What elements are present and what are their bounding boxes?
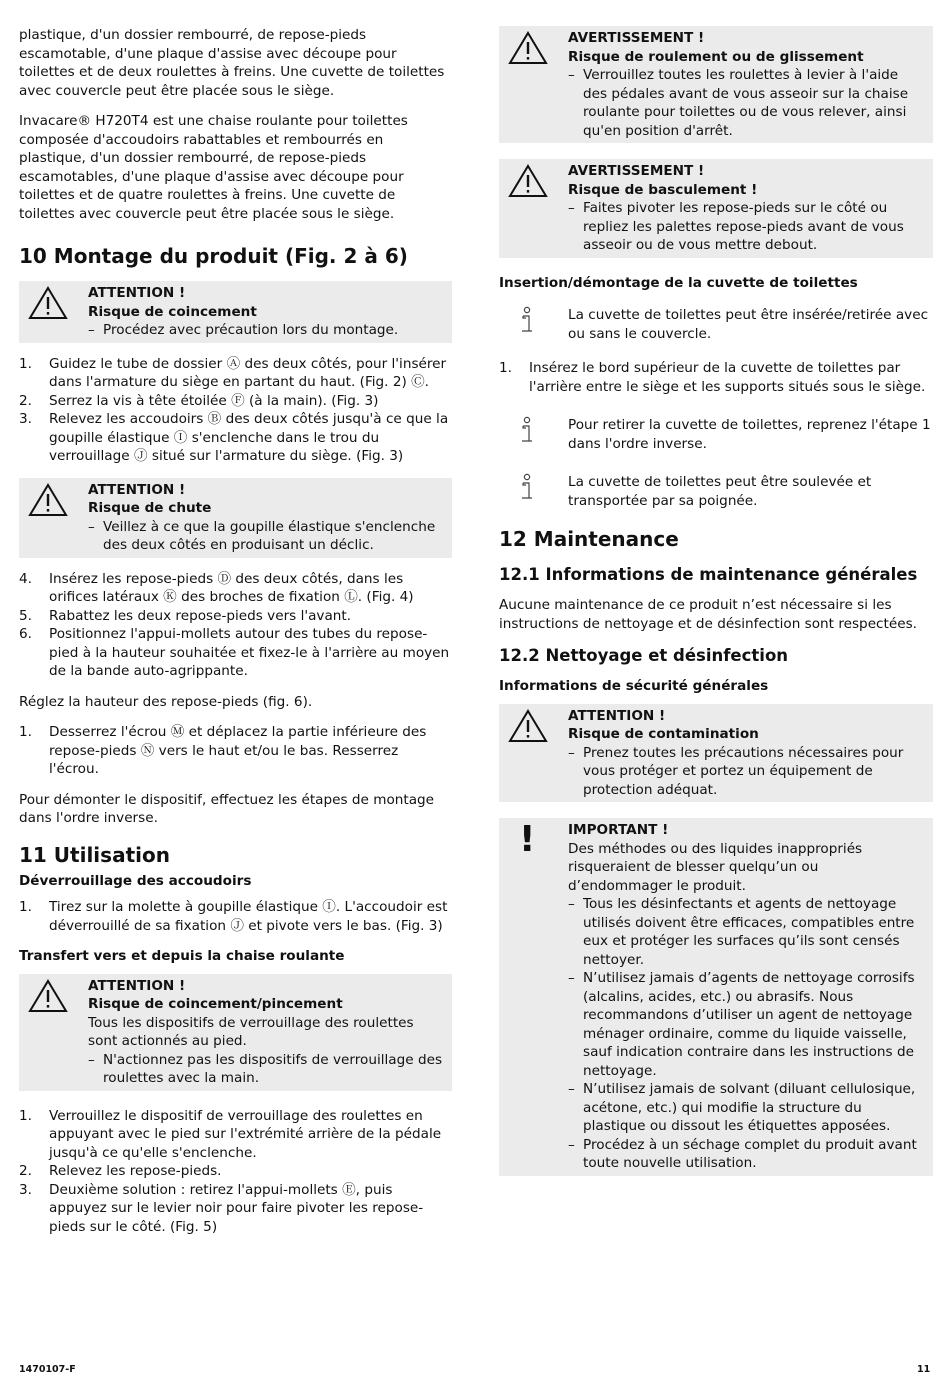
attention-box-pinch [19,281,452,343]
box-subtitle: Risque de contamination [568,726,759,742]
box-item: – Procédez à un séchage complet du produit avant toute nouvelle utilisation. [568,1136,925,1173]
left-column [19,26,452,1248]
right-column [499,26,933,1188]
intro-paragraph: plastique, d'un dossier rembourré, de repose-pieds escamotable, d'une plaque d'assise avec découpe pour toilettes et de deux roulettes à freins. Une cuvette de toilettes avec couvercle peut être placée sous le siège. [19,27,445,99]
list-item: 1. Desserrez l'écrou Ⓜ et déplacez la partie inférieure des repose-pieds Ⓝ vers le haut et/ou le bas. Resserrez l'écrou. [19,724,427,777]
info-note: La cuvette de toilettes peut être soulevée et transportée par sa poignée. [499,469,933,510]
warning-box-tipping [499,159,933,258]
attention-box-fall [19,478,452,558]
box-subtitle: Risque de roulement ou de glissement [568,48,864,65]
transfer-steps-list [19,1107,452,1237]
list-item: 2. Relevez les repose-pieds. [19,1163,222,1179]
subheading-armrest-unlock: Déverrouillage des accoudoirs [19,872,252,889]
attention-box-crush [19,974,452,1091]
box-text: Des méthodes ou des liquides inappropriés risqueraient de blesser quelqu’un ou d’endommager le produit. [568,840,863,894]
list-item: 1. Guidez le tube de dossier Ⓐ des deux côtés, pour l'insérer dans l'armature du siège en partant du haut. (Fig. 2) Ⓒ. [19,355,447,390]
box-text: Tous les dispositifs de verrouillage des roulettes sont actionnés au pied. [88,1014,414,1049]
height-steps-list [19,723,452,779]
list-item: 2. Serrez la vis à tête étoilée Ⓕ (à la main). (Fig. 3) [19,392,379,409]
box-title: IMPORTANT ! [568,822,669,838]
list-item: 3. Relevez les accoudoirs Ⓑ des deux côtés jusqu'à ce que la goupille élastique Ⓘ s'enclenche dans le trou du verrouillage Ⓙ situé sur l'armature du siège. (Fig. 3) [19,411,449,464]
list-item: 1. Insérez le bord supérieur de la cuvette de toilettes par l'arrière entre le siège et les supports situés sous le siège. [499,360,926,395]
box-item: – Procédez avec précaution lors du montage. [88,321,444,340]
info-icon [519,306,535,334]
warning-triangle-icon [508,31,548,65]
important-box-cleaning [499,818,933,1176]
section-12-1-title: 12.1 Informations de maintenance générales [499,565,918,584]
box-item: – N'actionnez pas les dispositifs de verrouillage des roulettes avec la main. [88,1051,444,1088]
info-note: La cuvette de toilettes peut être insérée/retirée avec ou sans le couvercle. [499,302,933,343]
list-item: 3. Deuxième solution : retirez l'appui-mollets Ⓔ, puis appuyez sur le levier noir pour faire pivoter les repose-pieds sur le côté. (Fig. 5) [19,1181,424,1235]
warning-triangle-icon [28,286,68,320]
box-item: – Prenez toutes les précautions nécessaires pour vous protéger et portez un équipement de protection adéquat. [568,744,925,800]
disassembly-paragraph: Pour démonter le dispositif, effectuez les étapes de montage dans l'ordre inverse. [19,791,435,826]
box-item: – Veillez à ce que la goupille élastique s'enclenche des deux côtés en produisant un déclic. [88,518,444,555]
box-title: AVERTISSEMENT ! [568,30,705,46]
box-subtitle: Risque de coincement/pincement [88,996,343,1012]
box-item: – Tous les désinfectants et agents de nettoyage utilisés doivent être efficaces, compatibles entre eux et protéger les surfaces qu’ils sont censés nettoyer. [568,895,925,969]
list-item: 1. Verrouillez le dispositif de verrouillage des roulettes en appuyant avec le pied sur l'extrémité arrière de la pédale jusqu'à ce qu'elle s'enclenche. [19,1107,442,1161]
warning-triangle-icon [508,164,548,198]
box-title: ATTENTION ! [88,481,186,498]
subheading-transfer: Transfert vers et depuis la chaise roulante [19,948,345,964]
section-10-title: 10 Montage du produit (Fig. 2 à 6) [19,244,408,268]
product-description-paragraph: Invacare® H720T4 est une chaise roulante pour toilettes composée d'accoudoirs rabattables et rembourrés en plastique, d'un dossier rembourré, de repose-pieds escamotables, d'une plaque d'assise avec découpe pour toilettes et de quatre roulettes à freins. Une cuvette de toilettes avec couvercle peut être placée sous le siège. [19,113,408,222]
page-number: 11 [917,1364,931,1375]
section-12-2-title: 12.2 Nettoyage et désinfection [499,646,789,665]
list-item: 1. Tirez sur la molette à goupille élastique Ⓘ. L'accoudoir est déverrouillé de sa fixation Ⓙ et pivote vers le bas. (Fig. 3) [19,899,448,934]
section-12-title: 12 Maintenance [499,527,679,551]
box-item: – N’utilisez jamais de solvant (diluant cellulosique, acétone, etc.) qui modifie la structure du plastique ou dissout les étiquettes apposées. [568,1080,925,1136]
list-item: 5. Rabattez les deux repose-pieds vers l'avant. [19,607,352,624]
info-note: Pour retirer la cuvette de toilettes, reprenez l'étape 1 dans l'ordre inverse. [499,412,933,453]
exclamation-icon: ! [519,819,536,860]
section-11-title: 11 Utilisation [19,842,170,867]
warning-triangle-icon [508,709,548,743]
armrest-steps-list [19,898,452,935]
box-title: ATTENTION ! [88,285,186,301]
box-subtitle: Risque de basculement ! [568,181,758,198]
list-item: 6. Positionnez l'appui-mollets autour des tubes du repose-pied à la hauteur souhaitée et fixez-le à l'arrière au moyen de la bande auto-agrippante. [19,626,450,679]
warning-box-rolling [499,26,933,143]
info-icon [519,473,535,501]
box-title: ATTENTION ! [568,707,666,724]
list-item: 4. Insérez les repose-pieds Ⓓ des deux côtés, dans les orifices latéraux Ⓚ des broches de fixation Ⓛ. (Fig. 4) [19,570,414,605]
warning-triangle-icon [28,483,68,517]
assembly-steps-list [19,355,452,466]
box-item: – Verrouillez toutes les roulettes à levier à l'aide des pédales avant de vous asseoir sur la chaise roulante pour toilettes ou de vous relever, ainsi qu'en position d'arrêt. [568,66,925,140]
height-adjust-paragraph: Réglez la hauteur des repose-pieds (fig. 6). [19,693,313,710]
box-subtitle: Risque de chute [88,500,212,516]
subheading-safety: Informations de sécurité générales [499,678,769,694]
subheading-toilet-pan: Insertion/démontage de la cuvette de toilettes [499,274,858,291]
warning-triangle-icon [28,979,68,1013]
box-subtitle: Risque de coincement [88,303,257,320]
box-item: – N’utilisez jamais d’agents de nettoyage corrosifs (alcalins, acides, etc.) ou abrasifs. Nous recommandons d’utiliser un agent de nettoyage ménager ordinaire, comme du liquide vaisselle, sauf indication contraire dans les instructions de nettoyage. [568,969,925,1080]
maintenance-paragraph: Aucune maintenance de ce produit n’est nécessaire si les instructions de nettoyage et de désinfection sont respectées. [499,597,917,632]
box-title: ATTENTION ! [88,977,186,994]
box-title: AVERTISSEMENT ! [568,163,705,179]
assembly-steps-list-continued [19,570,452,681]
toilet-pan-steps-list [499,359,933,396]
attention-box-contamination [499,704,933,803]
info-icon [519,416,535,444]
document-number: 1470107-F [19,1364,76,1375]
box-item: – Faites pivoter les repose-pieds sur le côté ou repliez les palettes repose-pieds avant de vous asseoir ou de vous mettre debout. [568,199,925,255]
